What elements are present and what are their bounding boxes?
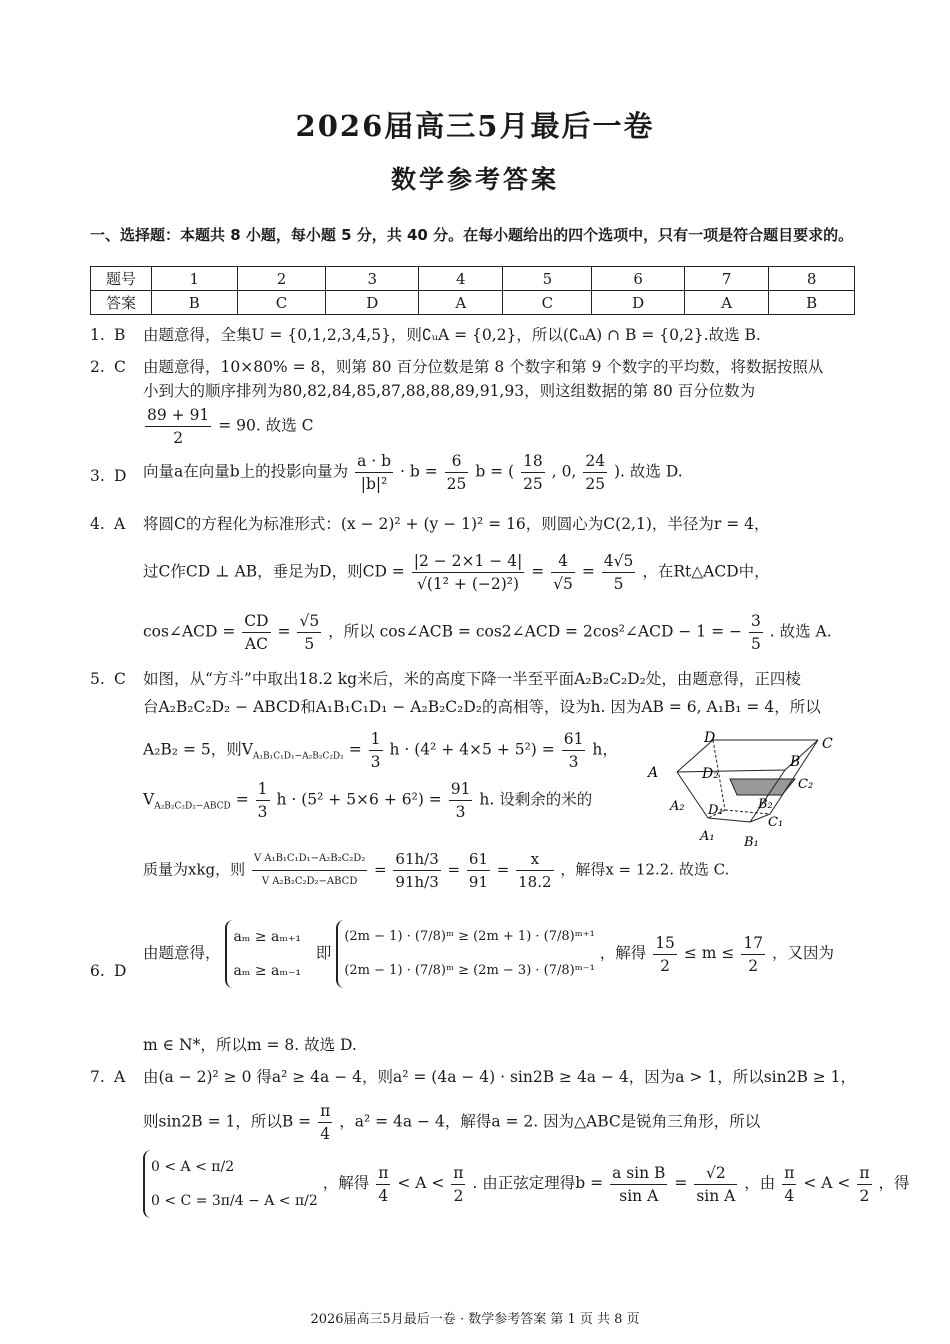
table-cell: B <box>152 291 238 315</box>
table-cell: 1 <box>152 267 238 291</box>
table-cell: 8 <box>769 267 855 291</box>
question-7 <box>90 1066 860 1088</box>
table-cell: 2 <box>237 267 326 291</box>
vertex-label: D₂ <box>702 766 719 782</box>
question-4 <box>90 513 860 535</box>
vertex-label: A₂ <box>670 799 685 814</box>
table-cell: C <box>237 291 326 315</box>
table-cell: D <box>326 291 419 315</box>
page-subtitle: 数学参考答案 <box>390 165 559 194</box>
vertex-label: D <box>704 730 716 746</box>
vertex-label: D₁ <box>708 803 724 818</box>
vertex-label: C₁ <box>768 815 784 830</box>
question-2 <box>90 356 860 378</box>
question-number: 3. <box>90 467 105 485</box>
table-cell: 5 <box>503 267 592 291</box>
solution-formula: 0 < A < π/2 0 < C = 3π/4 − A < π/2 ，解得 $\frac{\pi}{4}$ < A < $\frac{\pi}{2}$ . 由正弦定理得b = $\frac{\text{a sin B}}{\text{sin A}}$ = $\frac{√2}{\text{sin A}}$ ，由 $\frac{\pi}{4}$ < A < $\frac{\pi}{2}$ ，得 <box>143 1150 909 1218</box>
vertex-label: A <box>648 765 659 781</box>
row-label-number: 题号 <box>91 267 152 291</box>
page-footer: 2026届高三5月最后一卷 · 数学参考答案 第 1 页 共 8 页 <box>310 1312 640 1327</box>
question-answer: B <box>114 326 126 344</box>
question-answer: D <box>114 962 127 980</box>
vertex-label: C₂ <box>798 777 814 792</box>
row-label-answer: 答案 <box>91 291 152 315</box>
solution-formula: $V_{A_2B_2C_2D_2-ABCD}$ = $\frac{1}{3}$ h · (5² + 5×6 + 6²) = $\frac{91}{3}$ h. 设剩余的米的 <box>143 780 593 821</box>
question-answer: A <box>114 515 126 533</box>
question-answer: C <box>114 670 126 688</box>
table-cell: B <box>769 291 855 315</box>
question-5 <box>90 668 860 690</box>
page-title: 2026届高三5月最后一卷 <box>295 109 655 143</box>
table-cell: 4 <box>419 267 503 291</box>
solution-formula: A₂B₂ = 5，则$V_{A_1B_1C_1D_1-A_2B_2C_2D_2}$ = $\frac{1}{3}$ h · (4² + 4×5 + 5²) = $\frac{61}{3}$ h， <box>143 730 618 771</box>
table-cell: A <box>419 291 503 315</box>
solution-formula: cos∠ACD = $\frac{CD}{AC}$ = $\frac{√5}{5}$ ，所以 cos∠ACB = cos2∠ACD = 2cos²∠ACD − 1 = − $\frac{3}{5}$ . 故选 A. <box>143 612 832 653</box>
table-row-numbers <box>91 267 855 291</box>
solution-text: 台A₂B₂C₂D₂ − ABCD和A₁B₁C₁D₁ − A₂B₂C₂D₂的高相等，设为h. 因为AB = 6, A₁B₁ = 4，所以 <box>143 698 821 716</box>
table-cell: 3 <box>326 267 419 291</box>
solution-formula: 向量a在向量b上的投影向量为 $\frac{a \cdot b}{\text{|b|²}}$ · b = $\frac{6}{25}$ b = ( $\frac{18}{25}$ , 0, $\frac{24}{25}$ ). 故选 D. <box>143 452 683 493</box>
question-number: 1. <box>90 326 105 344</box>
question-number: 5. <box>90 670 105 688</box>
solution-formula: 过C作CD ⊥ AB，垂足为D，则CD = $\frac{|2 - 2\times 1 - 4|}{\text{√(1² + (−2)²)}}$ = $\frac{4}{√5}$ = $\frac{4√5}{5}$ ，在Rt△ACD中， <box>143 552 770 593</box>
question-number: 2. <box>90 358 105 376</box>
solution-text: 由题意得，全集U = {0,1,2,3,4,5}，则∁ᵤA = {0,2}，所以(∁ᵤA) ∩ B = {0,2}.故选 B. <box>143 326 761 344</box>
question-number: 4. <box>90 515 105 533</box>
table-cell: C <box>503 291 592 315</box>
solution-formula: 由题意得， aₘ ≥ aₘ₊₁ aₘ ≥ aₘ₋₁ 即 (2m − 1) · (7/8)ᵐ ≥ (2m + 1) · (7/8)ᵐ⁺¹ (2m − 1) · (7/8)ᵐ ≥ (2m − 3) · (7/8)ᵐ⁻¹ ，解得 $\frac{15}{2}$ ≤ m ≤ $\frac{17}{2}$ ，又因为 <box>143 920 834 988</box>
vertex-label: C <box>822 736 833 752</box>
solution-formula: 则sin2B = 1，所以B = $\frac{\pi}{4}$ ，a² = 4a − 4，解得a = 2. 因为△ABC是锐角三角形，所以 <box>143 1102 761 1143</box>
question-answer: C <box>114 358 126 376</box>
table-cell: D <box>592 291 685 315</box>
table-cell: 6 <box>592 267 685 291</box>
question-1 <box>90 324 860 346</box>
solution-text: 将圆C的方程化为标准形式：(x − 2)² + (y − 1)² = 16，则圆心为C(2,1)，半径为r = 4， <box>143 515 770 533</box>
solution-formula: 质量为xkg，则 $\frac{\text{V A₁B₁C₁D₁−A₂B₂C₂D₂}}{\text{V A₂B₂C₂D₂−ABCD}}$ = $\frac{61h/3}{91h/3}$ = $\frac{61}{91}$ = $\frac{x}{18.2}$ ，解得x = 12.2. 故选 C. <box>143 850 730 891</box>
table-cell: A <box>685 291 769 315</box>
question-number: 7. <box>90 1068 105 1086</box>
vertex-label: A₁ <box>700 829 715 844</box>
answer-table <box>90 266 855 315</box>
fraction: $\frac{89 + 91}{2}$ <box>147 406 210 447</box>
vertex-label: B <box>790 754 801 770</box>
solution-formula: $\frac{89 + 91}{2}$ = 90. 故选 C <box>147 406 314 447</box>
solution-text: 由(a − 2)² ≥ 0 得a² ≥ 4a − 4，则a² = (4a − 4) · sin2B ≥ 4a − 4，因为a > 1，所以sin2B ≥ 1， <box>143 1068 857 1086</box>
vertex-label: B₁ <box>744 835 759 850</box>
section-heading: 一、选择题：本题共 8 小题，每小题 5 分，共 40 分。在每小题给出的四个选项中，只有一项是符合题目要求的。 <box>90 226 854 244</box>
solution-text: 由题意得，10×80% = 8，则第 80 百分位数是第 8 个数字和第 9 个数字的平均数，将数据按照从 <box>143 358 824 376</box>
frustum-figure <box>640 722 855 852</box>
table-cell: 7 <box>685 267 769 291</box>
solution-text: m ∈ N*，所以m = 8. 故选 D. <box>143 1036 357 1054</box>
question-answer: D <box>114 467 127 485</box>
table-row-answers <box>91 291 855 315</box>
question-number: 6. <box>90 962 105 980</box>
question-answer: A <box>114 1068 126 1086</box>
vertex-label: B₂ <box>758 797 773 812</box>
solution-text: 小到大的顺序排列为80,82,84,85,87,88,88,89,91,93，则这组数据的第 80 百分位数为 <box>143 382 756 400</box>
solution-text: 如图，从“方斗”中取出18.2 kg米后，米的高度下降一半至平面A₂B₂C₂D₂处，由题意得，正四棱 <box>143 670 801 688</box>
